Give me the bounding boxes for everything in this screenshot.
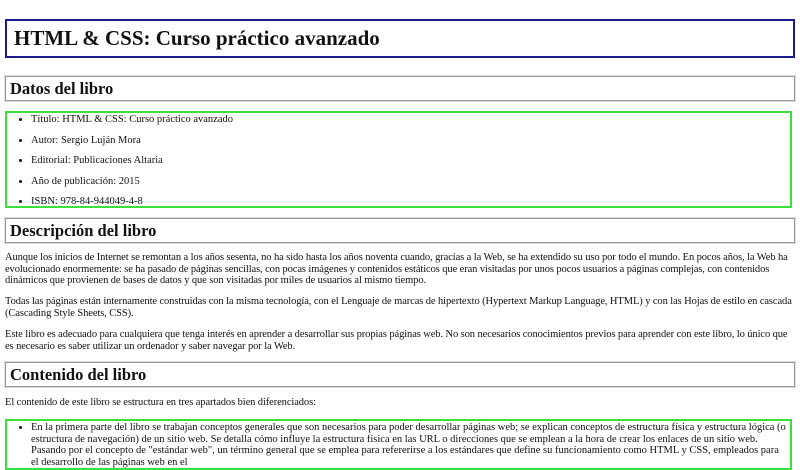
- list-item: • Autor: Sergio Luján Mora: [31, 135, 790, 147]
- contenido-list: [5, 419, 792, 470]
- paragraph: Aunque los inicios de Internet se remontan a los años sesenta, no ha sido hasta los años noventa cuando, gracias a la Web, se ha extendido su uso por todo el mundo. En pocos años, la Web ha evolucionado enormemente: se ha pasado de páginas sencillas, con pocas imágenes y contenidos estáticos que eran visitadas por unos pocos usuarios a páginas complejas, con contenidos dinámicos que provienen de bases de datos y que son visitadas por miles de usuarios al mismo tiempo.: [5, 252, 788, 286]
- list-item: • Editorial: Publicaciones Altaria: [31, 155, 790, 167]
- datos-heading: Datos del libro: [10, 79, 114, 98]
- contenido-heading-box: [5, 362, 795, 387]
- contenido-heading: Contenido del libro: [10, 365, 147, 384]
- paragraph: Este libro es adecuado para cualquiera que tenga interés en aprender a desarrollar sus propias páginas web. No son necesarios conocimientos previos para aprender con este libro, lo único que es necesario es saber utilizar un ordenador y saber navegar por la Web.: [5, 329, 788, 352]
- page-title: HTML & CSS: Curso práctico avanzado: [14, 26, 380, 50]
- list-item: • ISBN: 978-84-944049-4-8: [31, 196, 790, 208]
- datos-heading-box: [5, 76, 795, 101]
- contenido-intro: El contenido de este libro se estructura en tres apartados bien diferenciados:: [5, 397, 316, 408]
- list-item: • En la primera parte del libro se trabajan conceptos generales que son necesarios para poder desarrollar páginas web; se explican conceptos de estructura física y estructura lógica (o estructura de navegación) de un sitio web. Se detalla cómo influye la estructura física en las URL o direcciones que se emplean a la hora de crear los enlaces de un sitio web. Pasando por el concepto de "estándar web", un término general que se emplea para refererirse a los estándares que define su funcionamiento como HTML y CSS, empleados para el desarrollo de las páginas web en el: [31, 422, 786, 468]
- title-box: [5, 19, 795, 58]
- datos-list: [5, 111, 792, 208]
- list-item: • Año de publicación: 2015: [31, 176, 790, 188]
- descripcion-heading-box: [5, 218, 795, 243]
- descripcion-heading: Descripción del libro: [10, 221, 157, 240]
- list-item: • Título: HTML & CSS: Curso práctico avanzado: [31, 114, 790, 126]
- paragraph: Todas las páginas están internamente construidas con la misma tecnología, con el Lenguaje de marcas de hipertexto (Hypertext Markup Language, HTML) y con las Hojas de estilo en cascada (Cascading Style Sheets, CSS).: [5, 296, 792, 319]
